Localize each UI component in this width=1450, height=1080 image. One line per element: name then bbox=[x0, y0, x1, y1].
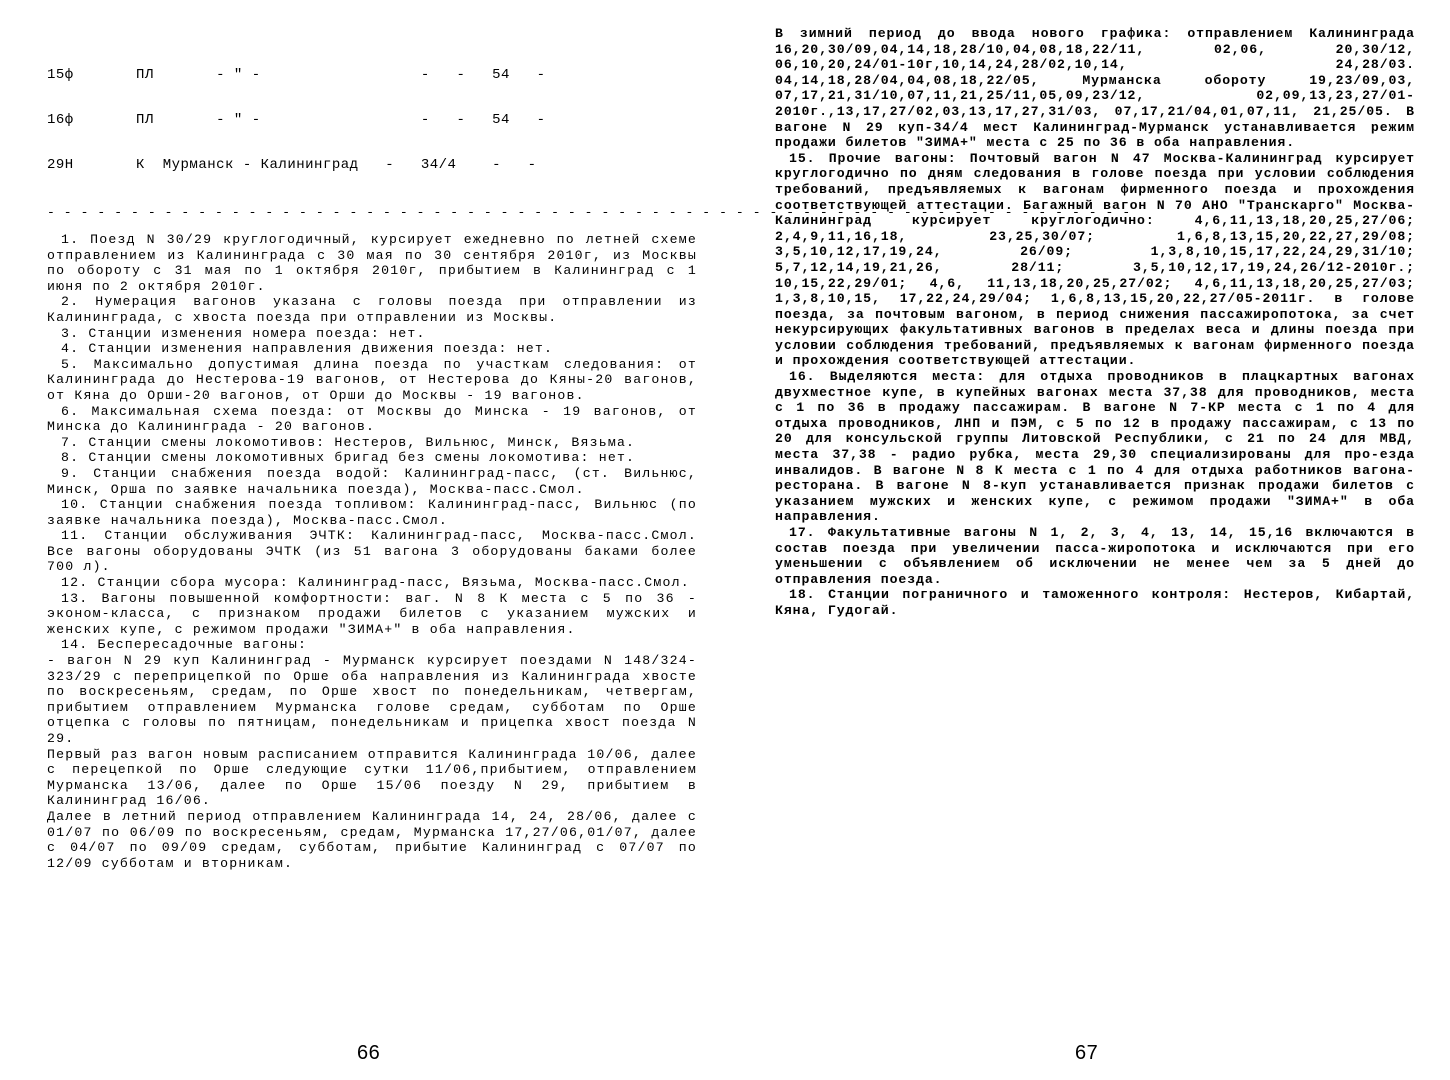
note-paragraph: 2. Нумерация вагонов указана с головы поезда при отправлении из Калининграда, с хвоста поезда при отправлении из Москвы. bbox=[47, 294, 707, 325]
note-paragraph: Далее в летний период отправлением Калининграда 14, 24, 28/06, далее с 01/07 по 06/09 по воскресеньям, средам, Мурманска 17,27/06,01/07, далее с 04/07 по 09/09 средам, субботам, прибытие Калининград с 07/07 по 12/09 субботам и вторникам. bbox=[47, 808, 707, 871]
note-paragraph: 16. Выделяются места: для отдыха проводников в плацкартных вагонах двухместное купе, в купейных вагонах места 37,38 для проводников, места с 1 по 36 в продажу пассажирам. В вагоне N 7-КР места с 1 по 4 для отдыха проводников, ЛНП и ПЭМ, с 5 по 12 в продажу пассажирам, с 13 по 20 для консульской группы Литовской Республики, с 21 по 24 для МВД, места 37,38 - радио рубка, места 29,30 специализированы для про-езда инвалидов. В вагоне N 8 К места с 1 по 4 для отдыха работников вагона-ресторана. В вагоне N 8-куп устанавливается признак продажи билетов с указанием мужских и женских купе, с режимом продажи "ЗИМА+" в оба направления. bbox=[775, 369, 1424, 525]
note-paragraph: 15. Прочие вагоны: Почтовый вагон N 47 Москва-Калининград курсирует круглогодично по дням следования в голове поезда при условии соблюдения требований, предъявляемых к вагонам фирменного поезда и прохождения соответствующей аттестации. Багажный вагон N 70 АНО "Транскарго" Москва-Калининград курсирует круглогодично: 4,6,11,13,18,20,25,27/06; 2,4,9,11,16,18, 23,25,30/07; 1,6,8,13,15,20,22,27,29/08; 3,5,10,12,17,19,24, 26/09; 1,3,8,10,15,17,22,24,29,31/10; 5,7,12,14,19,21,26, 28/11; 3,5,10,12,17,19,24,26/12-2010г.; 10,15,22,29/01; 4,6, 11,13,18,20,25,27/02; 4,6,11,13,18,20,25,27/03; 1,3,8,10,15, 17,22,24,29/04; 1,6,8,13,15,20,22,27/05-2011г. в голове поезда, за почтовым вагоном, в период снижения пассажиропотока, за счет некурсирующих факультативных вагонов в пределах веса и длины поезда при условии соблюдения требований, предъявляемых к вагонам фирменного поезда и прохождения соответствующей аттестации. bbox=[775, 150, 1424, 369]
note-paragraph: 4. Станции изменения направления движения поезда: нет. bbox=[61, 341, 554, 357]
note-paragraph: В зимний период до ввода нового графика: отправлением Калининграда 16,20,30/09,04,14,18,28/10,04,08,18,22/11, 02,06, 20,30/12, 06,10,20,24/01-10г,10,14,24,28/02,10,14, 24,28/03. 04,14,18,28/04,04,08,18,22/05, Мурманска обороту 19,23/09,03, 07,17,21,31/10,07,11,21,25/11,05,09,23/12, 02,09,13,23,27/01-2010г.,13,17,27/02,03,13,17,27,31/03, 07,17,21/04,01,07,11, 21,25/05. В вагоне N 29 куп-34/4 мест Калининград-Мурманск устанавливается режим продажи билетов "ЗИМА+" места с 25 по 36 в оба направления. bbox=[775, 26, 1424, 151]
note-paragraph: 10. Станции снабжения поезда топливом: Калининград-пасс, Вильнюс (по заявке начальника поезда), Москва-пасс.Смол. bbox=[47, 497, 707, 528]
note-paragraph: 1. Поезд N 30/29 круглогодичный, курсирует ежедневно по летней схеме отправлением из Калининграда с 30 мая по 30 сентября 2010г, из Москвы по обороту с 31 мая по 1 октября 2010г, прибытием в Калининград с 1 июня по 2 октября 2010г. bbox=[47, 232, 707, 294]
note-paragraph: 5. Максимально допустимая длина поезда по участкам следования: от Калининграда до Нестерова-19 вагонов, от Нестерова до Кяны-20 вагонов, от Кяна до Орши-20 вагонов, от Орши до Москвы - 19 вагонов. bbox=[47, 356, 707, 403]
note-paragraph: 13. Вагоны повышенной комфортности: ваг. N 8 К места с 5 по 36 - эконом-класса, с признаком продажи билетов с указанием мужских и женских купе, с режимом продажи "ЗИМА+" в оба направления. bbox=[47, 590, 707, 637]
note-paragraph: 12. Станции сбора мусора: Калининград-пасс, Вязьма, Москва-пасс.Смол. bbox=[61, 575, 690, 591]
note-paragraph: 7. Станции смены локомотивов: Нестеров, Вильнюс, Минск, Вязьма. bbox=[61, 434, 636, 450]
note-paragraph: 3. Станции изменения номера поезда: нет. bbox=[61, 325, 426, 341]
right-page bbox=[725, 0, 1450, 1080]
note-paragraph: Первый раз вагон новым расписанием отправится Калининграда 10/06, далее с перецепкой по Орше следующие сутки 11/06,прибытием, отправлением Мурманска 13/06, далее по Орше 15/06 поезду N 29, прибытием в Калининград 16/06. bbox=[47, 746, 707, 809]
page-number: 67 bbox=[1075, 1042, 1099, 1064]
note-paragraph: 18. Станции пограничного и таможенного контроля: Нестеров, Кибартай, Кяна, Гудогай. bbox=[775, 587, 1424, 618]
note-paragraph: 8. Станции смены локомотивных бригад без смены локомотива: нет. bbox=[61, 450, 636, 466]
table-row: 29Н К Мурманск - Калининград - 34/4 - - bbox=[47, 157, 537, 173]
table-row: 16ф ПЛ - " - - - 54 - bbox=[47, 112, 546, 128]
note-paragraph: 6. Максимальная схема поезда: от Москвы до Минска - 19 вагонов, от Минска до Калининграда - 20 вагонов. bbox=[47, 403, 707, 435]
note-paragraph: 9. Станции снабжения поезда водой: Калининград-пасс, (ст. Вильнюс, Минск, Орша по заявке начальника поезда), Москва-пасс.Смол. bbox=[47, 465, 707, 497]
note-paragraph: - вагон N 29 куп Калининград - Мурманск курсирует поездами N 148/324-323/29 с переприцепкой по Орше оба направления из Калининграда хвосте по воскресеньям, средам, по Орше хвост по понедельникам, четвергам, прибытием отправлением Мурманска голове средам, субботам по Орше отцепка с головы по пятницам, понедельникам и прицепка хвост поезда N 29. bbox=[47, 653, 707, 746]
note-paragraph: 11. Станции обслуживания ЭЧТК: Калининград-пасс, Москва-пасс.Смол. Все вагоны оборудованы ЭЧТК (из 51 вагона 3 оборудованы баками более 700 л). bbox=[47, 528, 707, 575]
right-column bbox=[775, 26, 1424, 619]
note-paragraph: 17. Факультативные вагоны N 1, 2, 3, 4, 13, 14, 15,16 включаются в состав поезда при увеличении пасса-жиропотока и исключаются при его уменьшении с объявлением об исключении не менее чем за 5 дней до отправления поезда. bbox=[775, 525, 1424, 587]
dashed-divider: - - - - - - - - - - - - - - - - - - - - - - - - - - - - - - - - - - - - - - - - - - - - - - - - - - - - - - - - - - - - - - - - - bbox=[47, 205, 1131, 220]
page-number: 66 bbox=[357, 1042, 381, 1064]
car-table bbox=[47, 38, 697, 203]
table-row: 15ф ПЛ - " - - - 54 - bbox=[47, 67, 546, 83]
note-paragraph: 14. Беспересадочные вагоны: bbox=[61, 637, 308, 653]
